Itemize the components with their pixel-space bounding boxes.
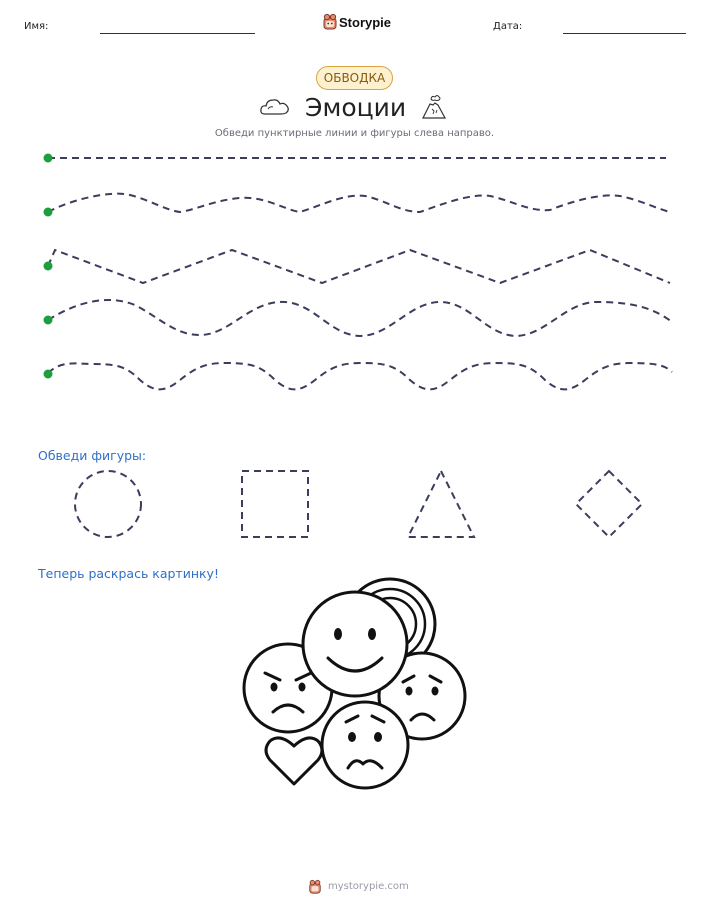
name-field-line[interactable]	[100, 33, 255, 34]
dashed-circle-shape	[75, 471, 141, 537]
volcano-icon	[420, 92, 448, 120]
page-title: Эмоции	[305, 93, 407, 122]
dashed-square-shape	[242, 471, 308, 537]
name-label: Имя:	[24, 21, 49, 32]
emotions-coloring-picture	[230, 570, 480, 795]
start-dot	[44, 316, 53, 325]
cloud-icon	[259, 95, 291, 117]
coloring-section-label: Теперь раскрась картинку!	[38, 566, 219, 581]
tracing-badge: ОБВОДКА	[316, 66, 393, 90]
start-dot	[44, 262, 53, 271]
trace-shapes	[0, 460, 709, 550]
storypie-footer-logo-icon	[308, 879, 322, 895]
tracing-line-wave-1	[48, 194, 670, 212]
tracing-line-bumps	[48, 363, 672, 389]
shapes-section-label: Обведи фигуры:	[38, 448, 147, 463]
storypie-logo-icon	[322, 13, 338, 31]
dashed-triangle-shape	[408, 471, 474, 537]
heart-shape	[266, 738, 322, 784]
start-dot	[44, 370, 53, 379]
date-field-line[interactable]	[563, 33, 686, 34]
date-label: Дата:	[493, 21, 523, 32]
happy-face	[303, 592, 407, 696]
footer-site-link[interactable]: mystorypie.com	[328, 881, 409, 892]
sad-face	[322, 702, 408, 788]
tracing-line-wave-2	[48, 300, 672, 336]
start-dot	[44, 154, 53, 163]
start-dot	[44, 208, 53, 217]
tracing-line-zigzag	[48, 250, 670, 283]
tracing-lines	[0, 140, 709, 400]
dashed-diamond-shape	[576, 471, 642, 537]
brand-name: Storypie	[339, 15, 392, 30]
instructions-text: Обведи пунктирные линии и фигуры слева направо.	[214, 128, 495, 139]
